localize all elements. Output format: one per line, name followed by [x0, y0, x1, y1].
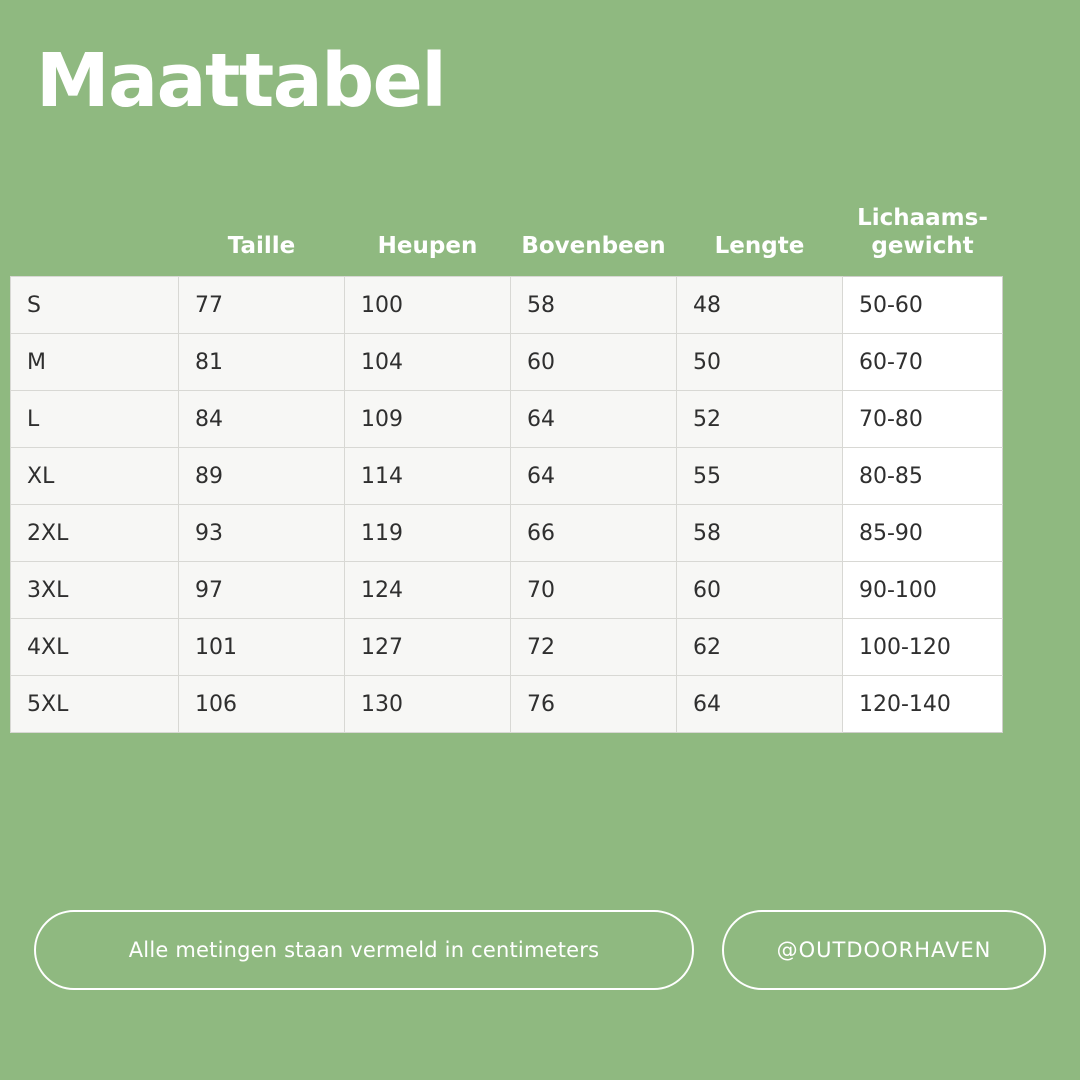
cell-hips: 100 [345, 277, 511, 334]
column-header-length: Lengte [714, 232, 805, 259]
cell-size: 4XL [11, 619, 179, 676]
table-row [11, 277, 1003, 334]
cell-length: 50 [677, 334, 843, 391]
cell-size: 2XL [11, 505, 179, 562]
cell-waist: 106 [179, 676, 345, 733]
column-header-thigh: Bovenbeen [521, 232, 666, 259]
cell-hips: 119 [345, 505, 511, 562]
table-row [11, 619, 1003, 676]
cell-length: 58 [677, 505, 843, 562]
brand-handle-pill: @OUTDOORHAVEN [722, 910, 1046, 990]
cell-weight: 80-85 [843, 448, 1003, 505]
cell-thigh: 72 [511, 619, 677, 676]
column-header-size [11, 205, 179, 277]
cell-hips: 130 [345, 676, 511, 733]
table-row [11, 448, 1003, 505]
cell-length: 48 [677, 277, 843, 334]
footer [34, 910, 1046, 990]
cell-waist: 84 [179, 391, 345, 448]
cell-thigh: 64 [511, 448, 677, 505]
cell-size: XL [11, 448, 179, 505]
cell-hips: 109 [345, 391, 511, 448]
column-header-hips: Heupen [377, 232, 478, 259]
table-row [11, 391, 1003, 448]
table-row [11, 562, 1003, 619]
table-row [11, 334, 1003, 391]
cell-weight: 120-140 [843, 676, 1003, 733]
cell-waist: 89 [179, 448, 345, 505]
cell-thigh: 64 [511, 391, 677, 448]
cell-size: M [11, 334, 179, 391]
cell-waist: 93 [179, 505, 345, 562]
cell-hips: 127 [345, 619, 511, 676]
table-header [11, 205, 1003, 277]
cell-weight: 70-80 [843, 391, 1003, 448]
cell-size: 3XL [11, 562, 179, 619]
cell-waist: 97 [179, 562, 345, 619]
cell-length: 60 [677, 562, 843, 619]
column-header-waist: Taille [227, 232, 296, 259]
cell-length: 64 [677, 676, 843, 733]
cell-length: 52 [677, 391, 843, 448]
cell-thigh: 76 [511, 676, 677, 733]
size-table [10, 205, 1003, 733]
cell-waist: 101 [179, 619, 345, 676]
column-header-body-weight [843, 205, 1003, 277]
cell-length: 55 [677, 448, 843, 505]
measurement-note-pill: Alle metingen staan vermeld in centimeters [34, 910, 694, 990]
cell-thigh: 60 [511, 334, 677, 391]
cell-length: 62 [677, 619, 843, 676]
cell-weight: 85-90 [843, 505, 1003, 562]
table-row [11, 505, 1003, 562]
cell-size: L [11, 391, 179, 448]
column-header-body-weight-line1: Lichaams- [857, 205, 988, 231]
cell-thigh: 66 [511, 505, 677, 562]
table-header-row [11, 205, 1003, 277]
cell-size: 5XL [11, 676, 179, 733]
cell-thigh: 58 [511, 277, 677, 334]
cell-waist: 81 [179, 334, 345, 391]
cell-weight: 100-120 [843, 619, 1003, 676]
size-table-container [10, 205, 1010, 733]
table-row [11, 676, 1003, 733]
cell-size: S [11, 277, 179, 334]
cell-hips: 124 [345, 562, 511, 619]
cell-hips: 114 [345, 448, 511, 505]
cell-waist: 77 [179, 277, 345, 334]
cell-weight: 90-100 [843, 562, 1003, 619]
page-title: Maattabel [36, 38, 446, 124]
cell-hips: 104 [345, 334, 511, 391]
column-header-body-weight-line2: gewicht [871, 232, 974, 259]
table-body [11, 277, 1003, 733]
cell-thigh: 70 [511, 562, 677, 619]
cell-weight: 60-70 [843, 334, 1003, 391]
cell-weight: 50-60 [843, 277, 1003, 334]
